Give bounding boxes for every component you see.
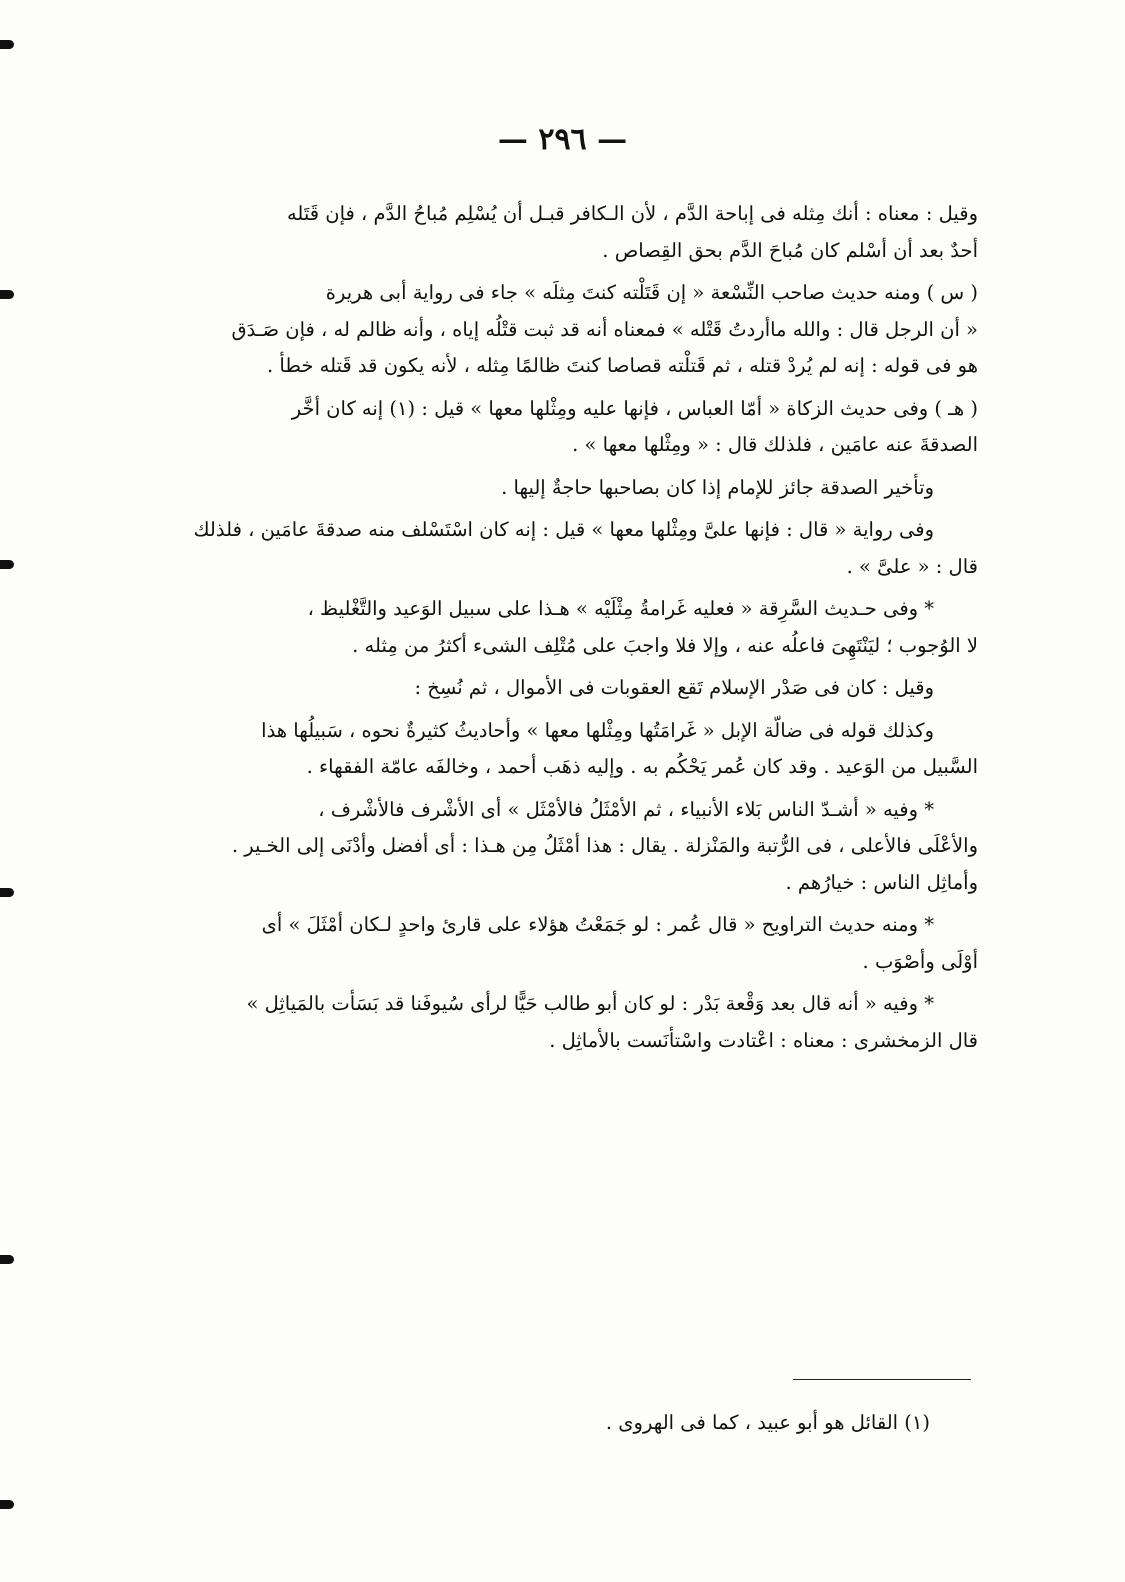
text-line: * وفى حـديث السَّرِقة « فعليه غَرامةُ مِثْلَيْه » هـذا على سبيل الوَعيد والتَّغْليظ ، bbox=[307, 597, 934, 620]
text-line: « أن الرجل قال : والله ماأردتُ قَتْله » فمعناه أنه قد ثبت قتْلُه إياه ، وأنه ظالم له ، فإن صَـدَق bbox=[231, 317, 978, 341]
footnote: (١) القائل هو أبو عبيد ، كما فى الهروى . bbox=[605, 1411, 930, 1434]
text-line: قال : « علىَّ » . bbox=[846, 554, 978, 578]
text-line: السَّبيل من الوَعيد . وقد كان عُمر يَحْكُم به . وإليه ذهَب أحمد ، وخالفَه عامّة الفقهاء . bbox=[306, 755, 978, 778]
paragraph bbox=[140, 275, 978, 385]
text-line: لا الوُجوب ؛ ليَنْتَهِىَ فاعلُه عنه ، وإلا فلا واجبَ على مُتْلِف الشىء أكثرُ من مِثله . bbox=[352, 633, 978, 657]
paragraph bbox=[140, 907, 978, 980]
paragraph bbox=[140, 986, 978, 1059]
paragraph bbox=[140, 391, 978, 464]
text-line: وقيل : كان فى صَدْر الإسلام تَقع العقوبات فى الأموال ، ثم نُسِخ : bbox=[414, 676, 934, 699]
text-line: ( هـ ) وفى حديث الزكاة « أمّا العباس ، فإنها عليه ومِثْلها معها » قيل : (١) إنه كان أخَّر bbox=[291, 396, 978, 420]
text-line: ( س ) ومنه حديث صاحب النِّسْعة « إن قَتَلْته كنتَ مِثلَه » جاء فى رواية أبى هريرة bbox=[325, 281, 978, 304]
paragraph bbox=[140, 792, 978, 902]
page-number: — ٢٩٦ — bbox=[497, 122, 628, 157]
text-line: وكذلك قوله فى ضالّة الإبل « غَرامَتُها ومِثْلها معها » وأحاديثُ كثيرةٌ نحوه ، سَبيلُها هذا bbox=[261, 718, 934, 742]
text-line: هو فى قوله : إنه لم يُردْ قتله ، ثم قَتلْته قصاصا كنتَ ظالمًا مِثله ، لأنه يكون قد قَتله خطأ . bbox=[267, 354, 978, 377]
main-text bbox=[140, 196, 978, 1059]
scan-edge-mark bbox=[0, 290, 14, 299]
text-line: قال الزمخشرى : معناه : اعْتادت واسْتأنَست بالأماثِل . bbox=[549, 1028, 978, 1052]
scan-edge-mark bbox=[0, 888, 14, 897]
text-line: وتأخير الصدقة جائز للإمام إذا كان بصاحبها حاجةٌ إليها . bbox=[501, 475, 934, 499]
text-line: أوْلَى وأصْوَب . bbox=[862, 949, 978, 973]
text-line: وفى رواية « قال : فإنها علىَّ ومِثْلها معها » قيل : إنه كان اسْتَسْلف منه صدقةَ عامَين ، فلذلك bbox=[193, 518, 934, 541]
footnote-separator bbox=[793, 1379, 971, 1380]
text-line: الصدقةَ عنه عامَين ، فلذلك قال : « ومِثْلها معها » . bbox=[572, 433, 978, 456]
text-line: وقيل : معناه : أنك مِثله فى إباحة الدَّم ، لأن الـكافر قبـل أن يُسْلِم مُباحُ الدَّم ، فإن قَتَله bbox=[286, 202, 978, 225]
text-line: * ومنه حديث التراويح « قال عُمر : لو جَمَعْتُ هؤلاء على قارئ واحدٍ لـكان أمْثَلَ » أى bbox=[261, 913, 934, 936]
paragraph bbox=[140, 713, 978, 786]
paragraph bbox=[140, 512, 978, 585]
text-line: والأعْلَى فالأعلى ، فى الرُّتبة والمَنْزلة . يقال : هذا أمْثَلُ مِن هـذا : أى أفضل وأدْنَى إلى الخـير . bbox=[231, 834, 978, 857]
paragraph bbox=[140, 196, 978, 269]
scan-edge-mark bbox=[0, 1500, 14, 1509]
text-line: وأماثِل الناس : خيارُهم . bbox=[785, 870, 978, 894]
scan-edge-mark bbox=[0, 1255, 14, 1264]
text-line: * وفيه « أشـدّ الناس بَلاء الأنبياء ، ثم الأمْثَلُ فالأمْثَل » أى الأشْرف فالأشْرف ، bbox=[318, 797, 934, 821]
paragraph bbox=[140, 591, 978, 664]
paragraph bbox=[140, 470, 978, 507]
text-line: أحدٌ بعد أن أسْلم كان مُباحَ الدَّم بحق القِصاص . bbox=[602, 238, 978, 262]
scan-edge-mark bbox=[0, 40, 14, 49]
paragraph bbox=[140, 670, 978, 707]
text-line: * وفيه « أنه قال بعد وَقْعة بَدْر : لو كان أبو طالب حَيًّا لرأى سُيوفَنا قد بَسَأت بالمَياثِل » bbox=[246, 992, 934, 1015]
scan-edge-mark bbox=[0, 560, 14, 569]
